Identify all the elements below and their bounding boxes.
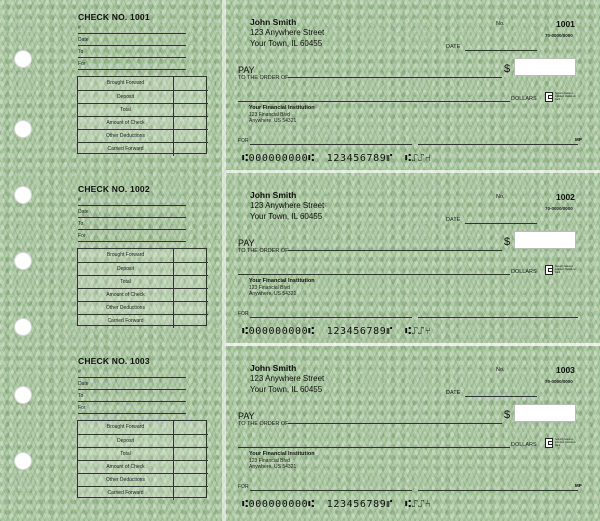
amount-field[interactable] — [514, 231, 576, 249]
check-number: 1001 — [556, 19, 575, 29]
security-note: Security features included. Details on back. — [555, 265, 576, 274]
ledger-label: Brought Forward — [78, 249, 174, 262]
pay-label: PAY — [238, 65, 255, 75]
ledger-label: Carried Forward — [78, 487, 174, 500]
check-number: 1003 — [556, 365, 575, 375]
ledger-label: Brought Forward — [78, 77, 174, 90]
ledger-label: Other Deductions — [78, 474, 174, 487]
stub-to-field[interactable]: To — [78, 220, 186, 230]
ledger-label: Total — [78, 448, 174, 461]
check — [226, 346, 600, 515]
ledger-label: Total — [78, 276, 174, 289]
dollar-sign: $ — [504, 409, 511, 421]
owner-name: John Smith — [250, 363, 297, 373]
routing-fraction: 70-0000/0000 — [545, 379, 573, 384]
dollar-sign: $ — [504, 63, 511, 75]
order-of-label: TO THE ORDER OF — [238, 421, 289, 427]
padlock-icon — [545, 265, 553, 275]
ledger-label: Carried Forward — [78, 143, 174, 156]
ledger-row — [78, 249, 208, 262]
stub-date-field[interactable]: Date — [78, 208, 186, 218]
dollars-label: DOLLARS — [511, 269, 537, 275]
pay-label: PAY — [238, 411, 255, 421]
mp-label: MP — [575, 137, 582, 142]
stub-date-field[interactable]: Date — [78, 380, 186, 390]
pay-label: PAY — [238, 238, 255, 248]
stub-ledger — [77, 76, 207, 154]
mp-label: MP — [575, 483, 582, 488]
ledger-row — [78, 434, 208, 447]
memo-label: FOR — [238, 311, 249, 317]
ledger-label: Amount of Check — [78, 289, 174, 302]
padlock-icon — [545, 438, 553, 448]
ledger-label: Amount of Check — [78, 461, 174, 474]
micr-routing: ⑆000000000⑆ — [242, 499, 315, 510]
ledger-amount[interactable] — [174, 77, 208, 90]
signature-field[interactable] — [418, 317, 578, 318]
ledger-row — [78, 262, 208, 275]
stub-date-field[interactable]: Date — [78, 36, 186, 46]
memo-label: FOR — [238, 138, 249, 144]
micr-line — [242, 499, 443, 510]
payee-field[interactable] — [288, 423, 502, 424]
routing-fraction: 70-0000/0000 — [545, 33, 573, 38]
ledger-label: Amount of Check — [78, 117, 174, 130]
bank-city: Anywhere, US 54321 — [249, 118, 297, 124]
amount-words-field[interactable] — [238, 447, 510, 448]
date-field[interactable] — [465, 223, 537, 224]
ledger-row — [78, 103, 208, 116]
ledger-row — [78, 77, 208, 90]
ledger-row — [78, 129, 208, 142]
ledger-row — [78, 301, 208, 314]
memo-field[interactable] — [250, 144, 412, 145]
memo-field[interactable] — [250, 490, 412, 491]
amount-words-field[interactable] — [238, 101, 510, 102]
dollar-sign: $ — [504, 236, 511, 248]
order-of-label: TO THE ORDER OF — [238, 75, 289, 81]
owner-street: 123 Anywhere Street — [250, 374, 325, 383]
micr-routing: ⑆000000000⑆ — [242, 326, 315, 337]
stub-ledger — [77, 248, 207, 326]
payee-field[interactable] — [288, 250, 502, 251]
amount-field[interactable] — [514, 58, 576, 76]
ledger-row — [78, 314, 208, 327]
bank-street: 123 Financial Blvd — [249, 112, 290, 118]
ledger-label: Brought Forward — [78, 421, 174, 434]
owner-name: John Smith — [250, 190, 297, 200]
ledger-amount[interactable] — [174, 249, 208, 262]
bank-name: Your Financial Institution — [249, 451, 315, 457]
ledger-amount[interactable] — [174, 487, 208, 500]
owner-city: Your Town, IL 60455 — [250, 212, 323, 221]
micr-check-number: ⑆⑀⑀⑃ — [404, 499, 432, 510]
ledger-label: Carried Forward — [78, 315, 174, 328]
stub-for-field[interactable]: For — [78, 60, 186, 70]
order-of-label: TO THE ORDER OF — [238, 248, 289, 254]
check-stub — [0, 0, 222, 170]
date-label: DATE — [446, 217, 461, 223]
dollars-label: DOLLARS — [511, 96, 537, 102]
ledger-label: Deposit — [78, 435, 174, 448]
micr-account: 123456789⑈ — [326, 326, 393, 337]
signature-field[interactable] — [418, 144, 578, 145]
check-number: 1002 — [556, 192, 575, 202]
stub-title: CHECK NO. 1001 — [78, 12, 150, 22]
signature-field[interactable] — [418, 490, 578, 491]
date-field[interactable] — [465, 396, 537, 397]
stub-number-field[interactable]: # — [78, 368, 186, 378]
check-stub — [0, 172, 222, 342]
amount-field[interactable] — [514, 404, 576, 422]
check-no-label: No. — [496, 367, 505, 373]
bank-name: Your Financial Institution — [249, 105, 315, 111]
payee-field[interactable] — [288, 77, 502, 78]
stub-for-field[interactable]: For — [78, 404, 186, 414]
micr-account: 123456789⑈ — [326, 153, 393, 164]
bank-name: Your Financial Institution — [249, 278, 315, 284]
date-label: DATE — [446, 44, 461, 50]
micr-check-number: ⑆⑀⑀⑁ — [404, 153, 432, 164]
micr-account: 123456789⑈ — [326, 499, 393, 510]
micr-line — [242, 326, 443, 337]
owner-city: Your Town, IL 60455 — [250, 385, 323, 394]
ledger-row — [78, 460, 208, 473]
stub-to-field[interactable]: To — [78, 48, 186, 58]
amount-words-field[interactable] — [238, 274, 510, 275]
owner-street: 123 Anywhere Street — [250, 201, 325, 210]
stub-ledger — [77, 420, 207, 498]
owner-street: 123 Anywhere Street — [250, 28, 325, 37]
security-note: Security features included. Details on back. — [555, 438, 576, 447]
dollars-label: DOLLARS — [511, 442, 537, 448]
ledger-amount[interactable] — [174, 143, 208, 156]
ledger-label: Total — [78, 104, 174, 117]
ledger-row — [78, 142, 208, 155]
ledger-row — [78, 421, 208, 434]
check-no-label: No. — [496, 194, 505, 200]
bank-street: 123 Financial Blvd — [249, 458, 290, 464]
bank-street: 123 Financial Blvd — [249, 285, 290, 291]
ledger-row — [78, 447, 208, 460]
bank-city: Anywhere, US 54321 — [249, 464, 297, 470]
ledger-label: Other Deductions — [78, 302, 174, 315]
ledger-row — [78, 486, 208, 499]
ledger-row — [78, 473, 208, 486]
padlock-icon — [545, 92, 553, 102]
ledger-amount[interactable] — [174, 421, 208, 434]
stub-for-field[interactable]: For — [78, 232, 186, 242]
check — [226, 0, 600, 169]
micr-check-number: ⑆⑀⑀⑂ — [404, 326, 432, 337]
ledger-row — [78, 275, 208, 288]
ledger-label: Other Deductions — [78, 130, 174, 143]
ledger-row — [78, 90, 208, 103]
owner-name: John Smith — [250, 17, 297, 27]
date-label: DATE — [446, 390, 461, 396]
ledger-amount[interactable] — [174, 315, 208, 328]
micr-line — [242, 153, 443, 164]
micr-routing: ⑆000000000⑆ — [242, 153, 315, 164]
owner-city: Your Town, IL 60455 — [250, 39, 323, 48]
check-no-label: No. — [496, 21, 505, 27]
memo-field[interactable] — [250, 317, 412, 318]
stub-title: CHECK NO. 1003 — [78, 356, 150, 366]
stub-title: CHECK NO. 1002 — [78, 184, 150, 194]
memo-label: FOR — [238, 484, 249, 490]
security-note: Security features included. Details on back. — [555, 92, 576, 101]
stub-number-field[interactable]: # — [78, 24, 186, 34]
ledger-label: Deposit — [78, 263, 174, 276]
routing-fraction: 70-0000/0000 — [545, 206, 573, 211]
check-stub — [0, 344, 222, 514]
stub-number-field[interactable]: # — [78, 196, 186, 206]
ledger-label: Deposit — [78, 91, 174, 104]
ledger-row — [78, 116, 208, 129]
ledger-row — [78, 288, 208, 301]
date-field[interactable] — [465, 50, 537, 51]
bank-city: Anywhere, US 54321 — [249, 291, 297, 297]
check — [226, 173, 600, 342]
stub-to-field[interactable]: To — [78, 392, 186, 402]
